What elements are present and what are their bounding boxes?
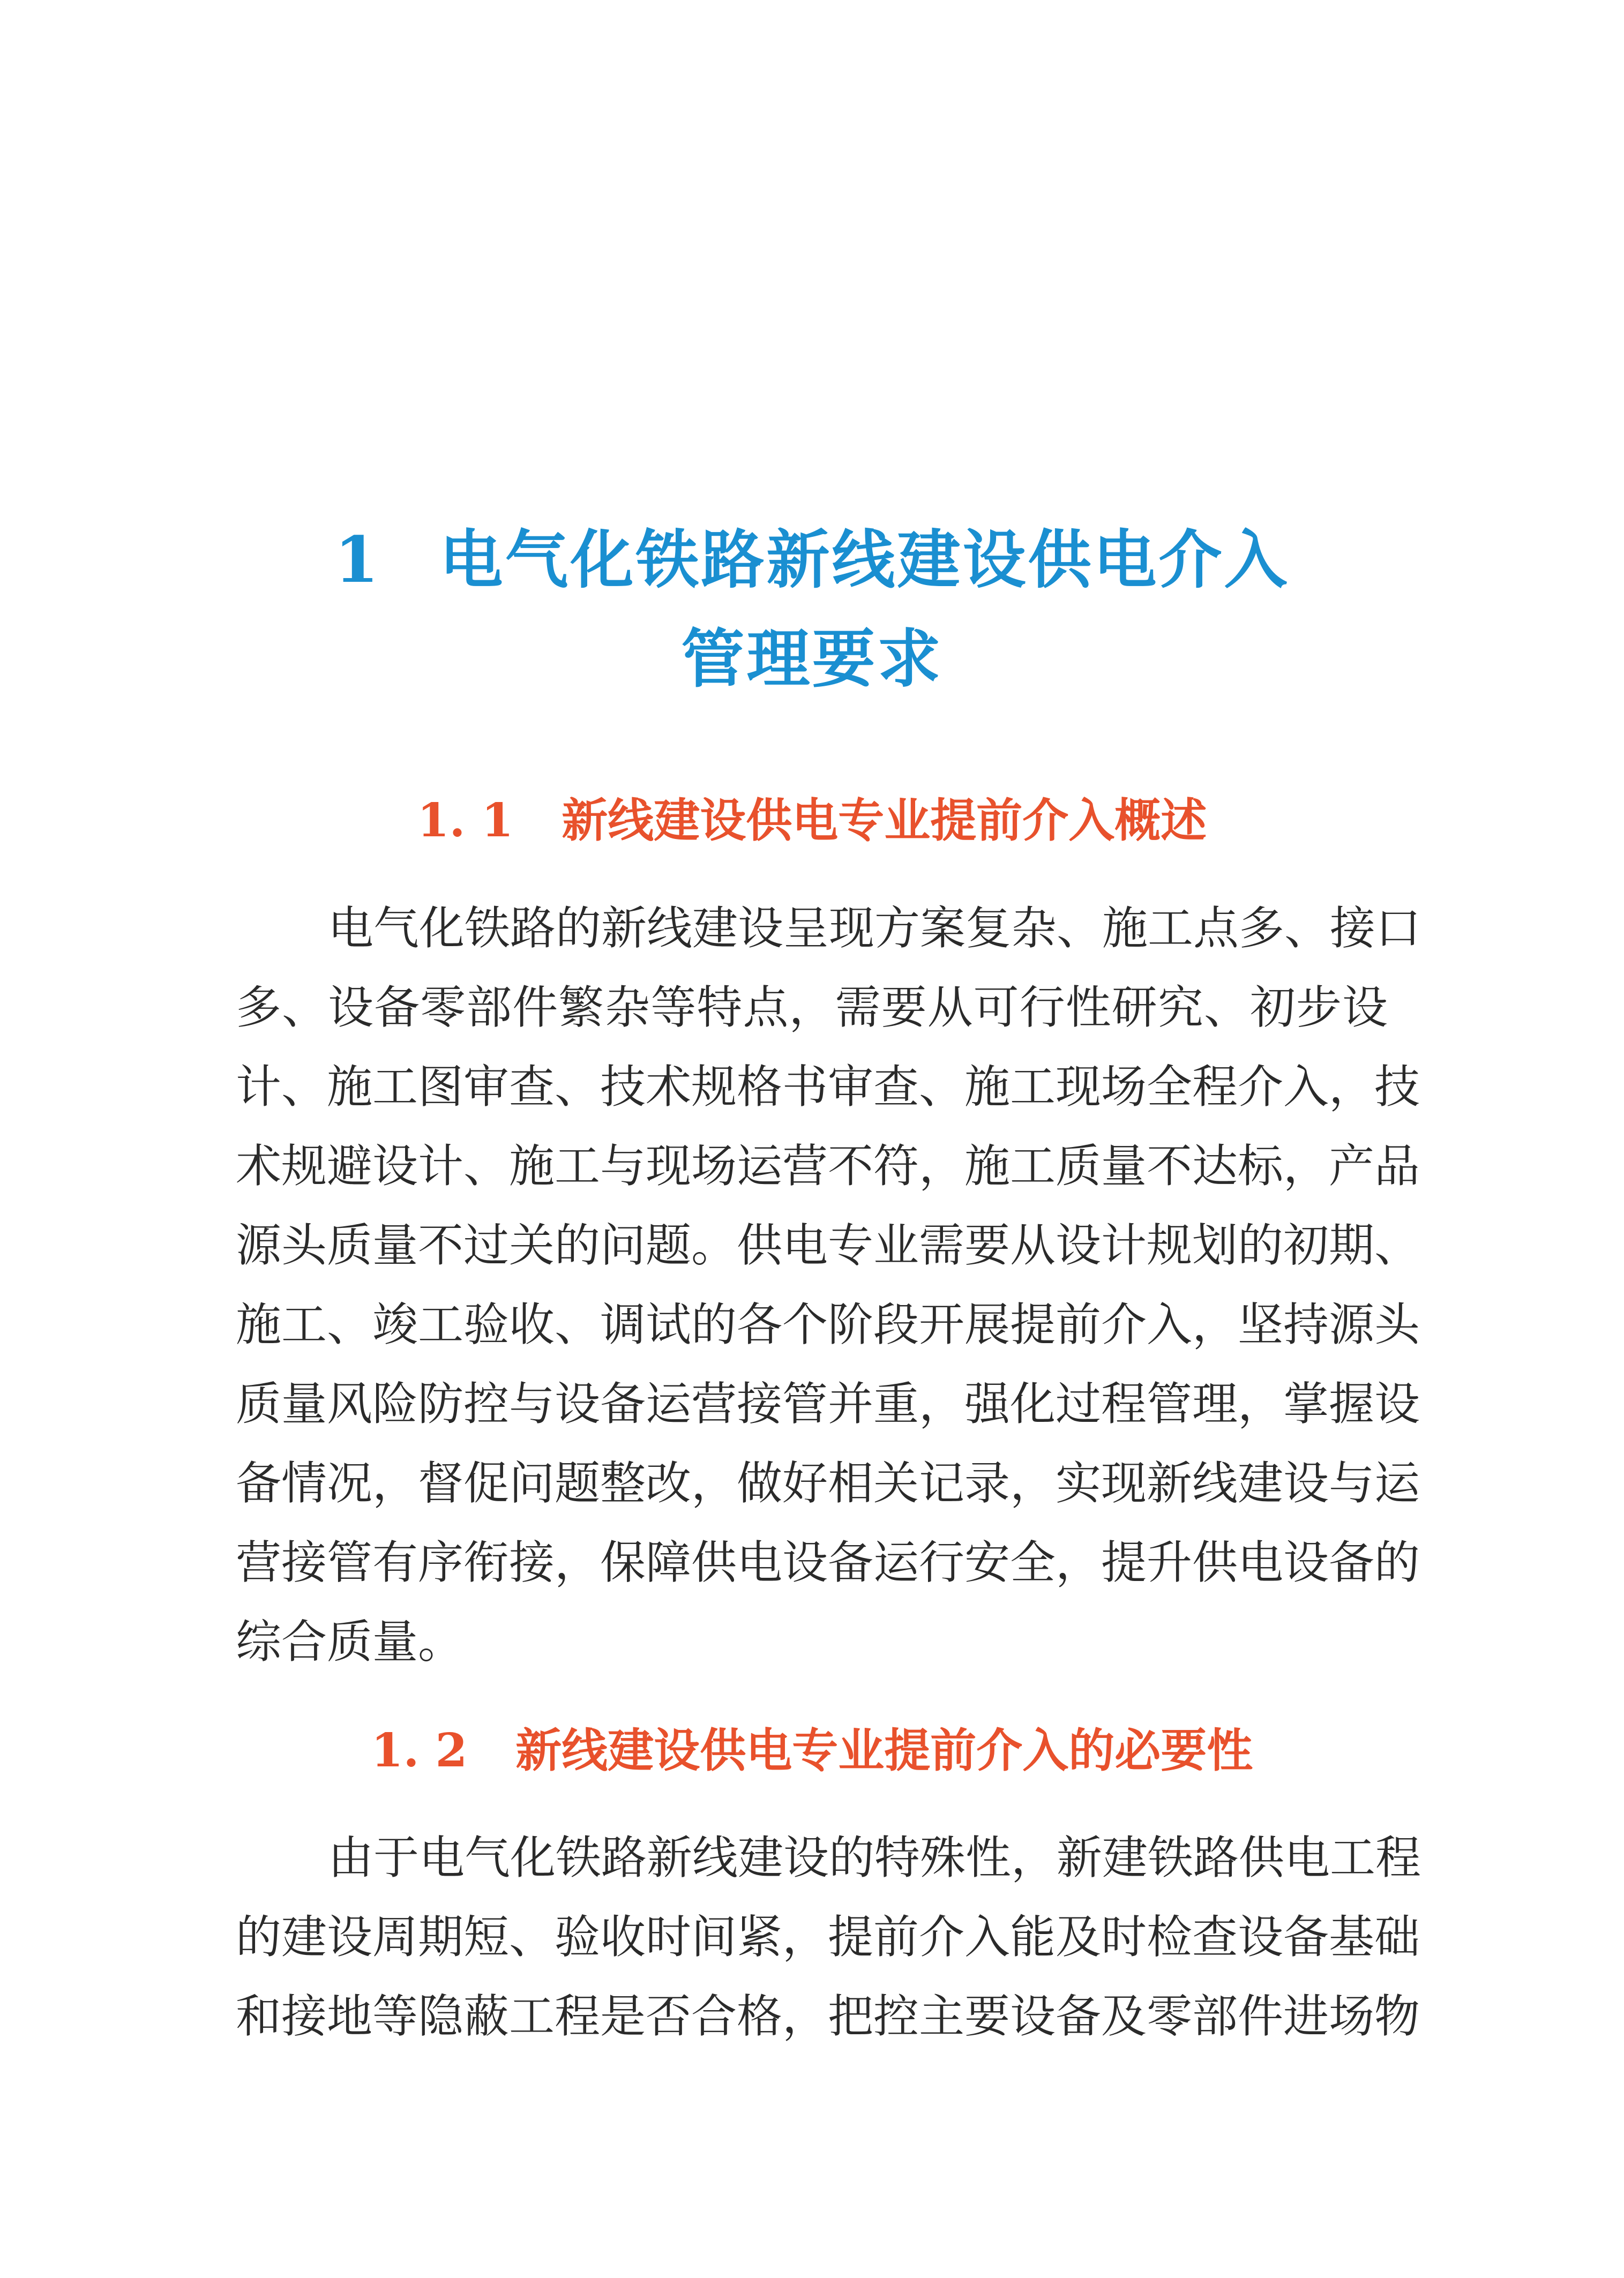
section-number: 1. 2 — [371, 1724, 468, 1778]
chapter-title — [0, 509, 1624, 600]
section-1-2-paragraph — [236, 1819, 1421, 2057]
section-heading-1-1 — [0, 783, 1624, 850]
section-number: 1. 1 — [417, 793, 514, 848]
paragraph-line: 和接地等隐蔽工程是否合格，把控主要设备及零部件进场物 — [236, 1990, 1420, 2043]
section-heading-1-2 — [0, 1713, 1624, 1780]
paragraph-line: 计、施工图审查、技术规格书审查、施工现场全程介入，技 — [236, 1061, 1420, 1114]
paragraph-line: 源头质量不过关的问题。供电专业需要从设计规划的初期、 — [236, 1219, 1420, 1272]
section-title: 新线建设供电专业提前介入概述 — [562, 793, 1207, 848]
paragraph-line: 施工、竣工验收、调试的各个阶段开展提前介入，坚持源头 — [236, 1299, 1420, 1352]
chapter-title-line2: 管理要求 — [681, 621, 943, 696]
paragraph-line: 术规避设计、施工与现场运营不符，施工质量不达标，产品 — [236, 1140, 1420, 1193]
paragraph-line: 由于电气化铁路新线建设的特殊性，新建铁路供电工程 — [328, 1832, 1421, 1885]
paragraph-line: 多、设备零部件繁杂等特点，需要从可行性研究、初步设 — [236, 981, 1388, 1035]
chapter-title-continued — [0, 608, 1624, 699]
section-1-1-paragraph — [236, 889, 1421, 1682]
chapter-title-line1: 电气化铁路新线建设供电介入 — [439, 522, 1290, 597]
chapter-number: 1 — [334, 522, 381, 597]
paragraph-line: 综合质量。 — [236, 1616, 464, 1669]
paragraph-line: 营接管有序衔接，保障供电设备运行安全，提升供电设备的 — [236, 1537, 1420, 1590]
paragraph-line: 质量风险防控与设备运营接管并重，强化过程管理，掌握设 — [236, 1378, 1420, 1431]
paragraph-line: 备情况，督促问题整改，做好相关记录，实现新线建设与运 — [236, 1457, 1420, 1510]
paragraph-line: 的建设周期短、验收时间紧，提前介入能及时检查设备基础 — [236, 1911, 1420, 1964]
paragraph-line: 电气化铁路的新线建设呈现方案复杂、施工点多、接口 — [328, 902, 1421, 955]
section-title: 新线建设供电专业提前介入的必要性 — [515, 1724, 1253, 1778]
